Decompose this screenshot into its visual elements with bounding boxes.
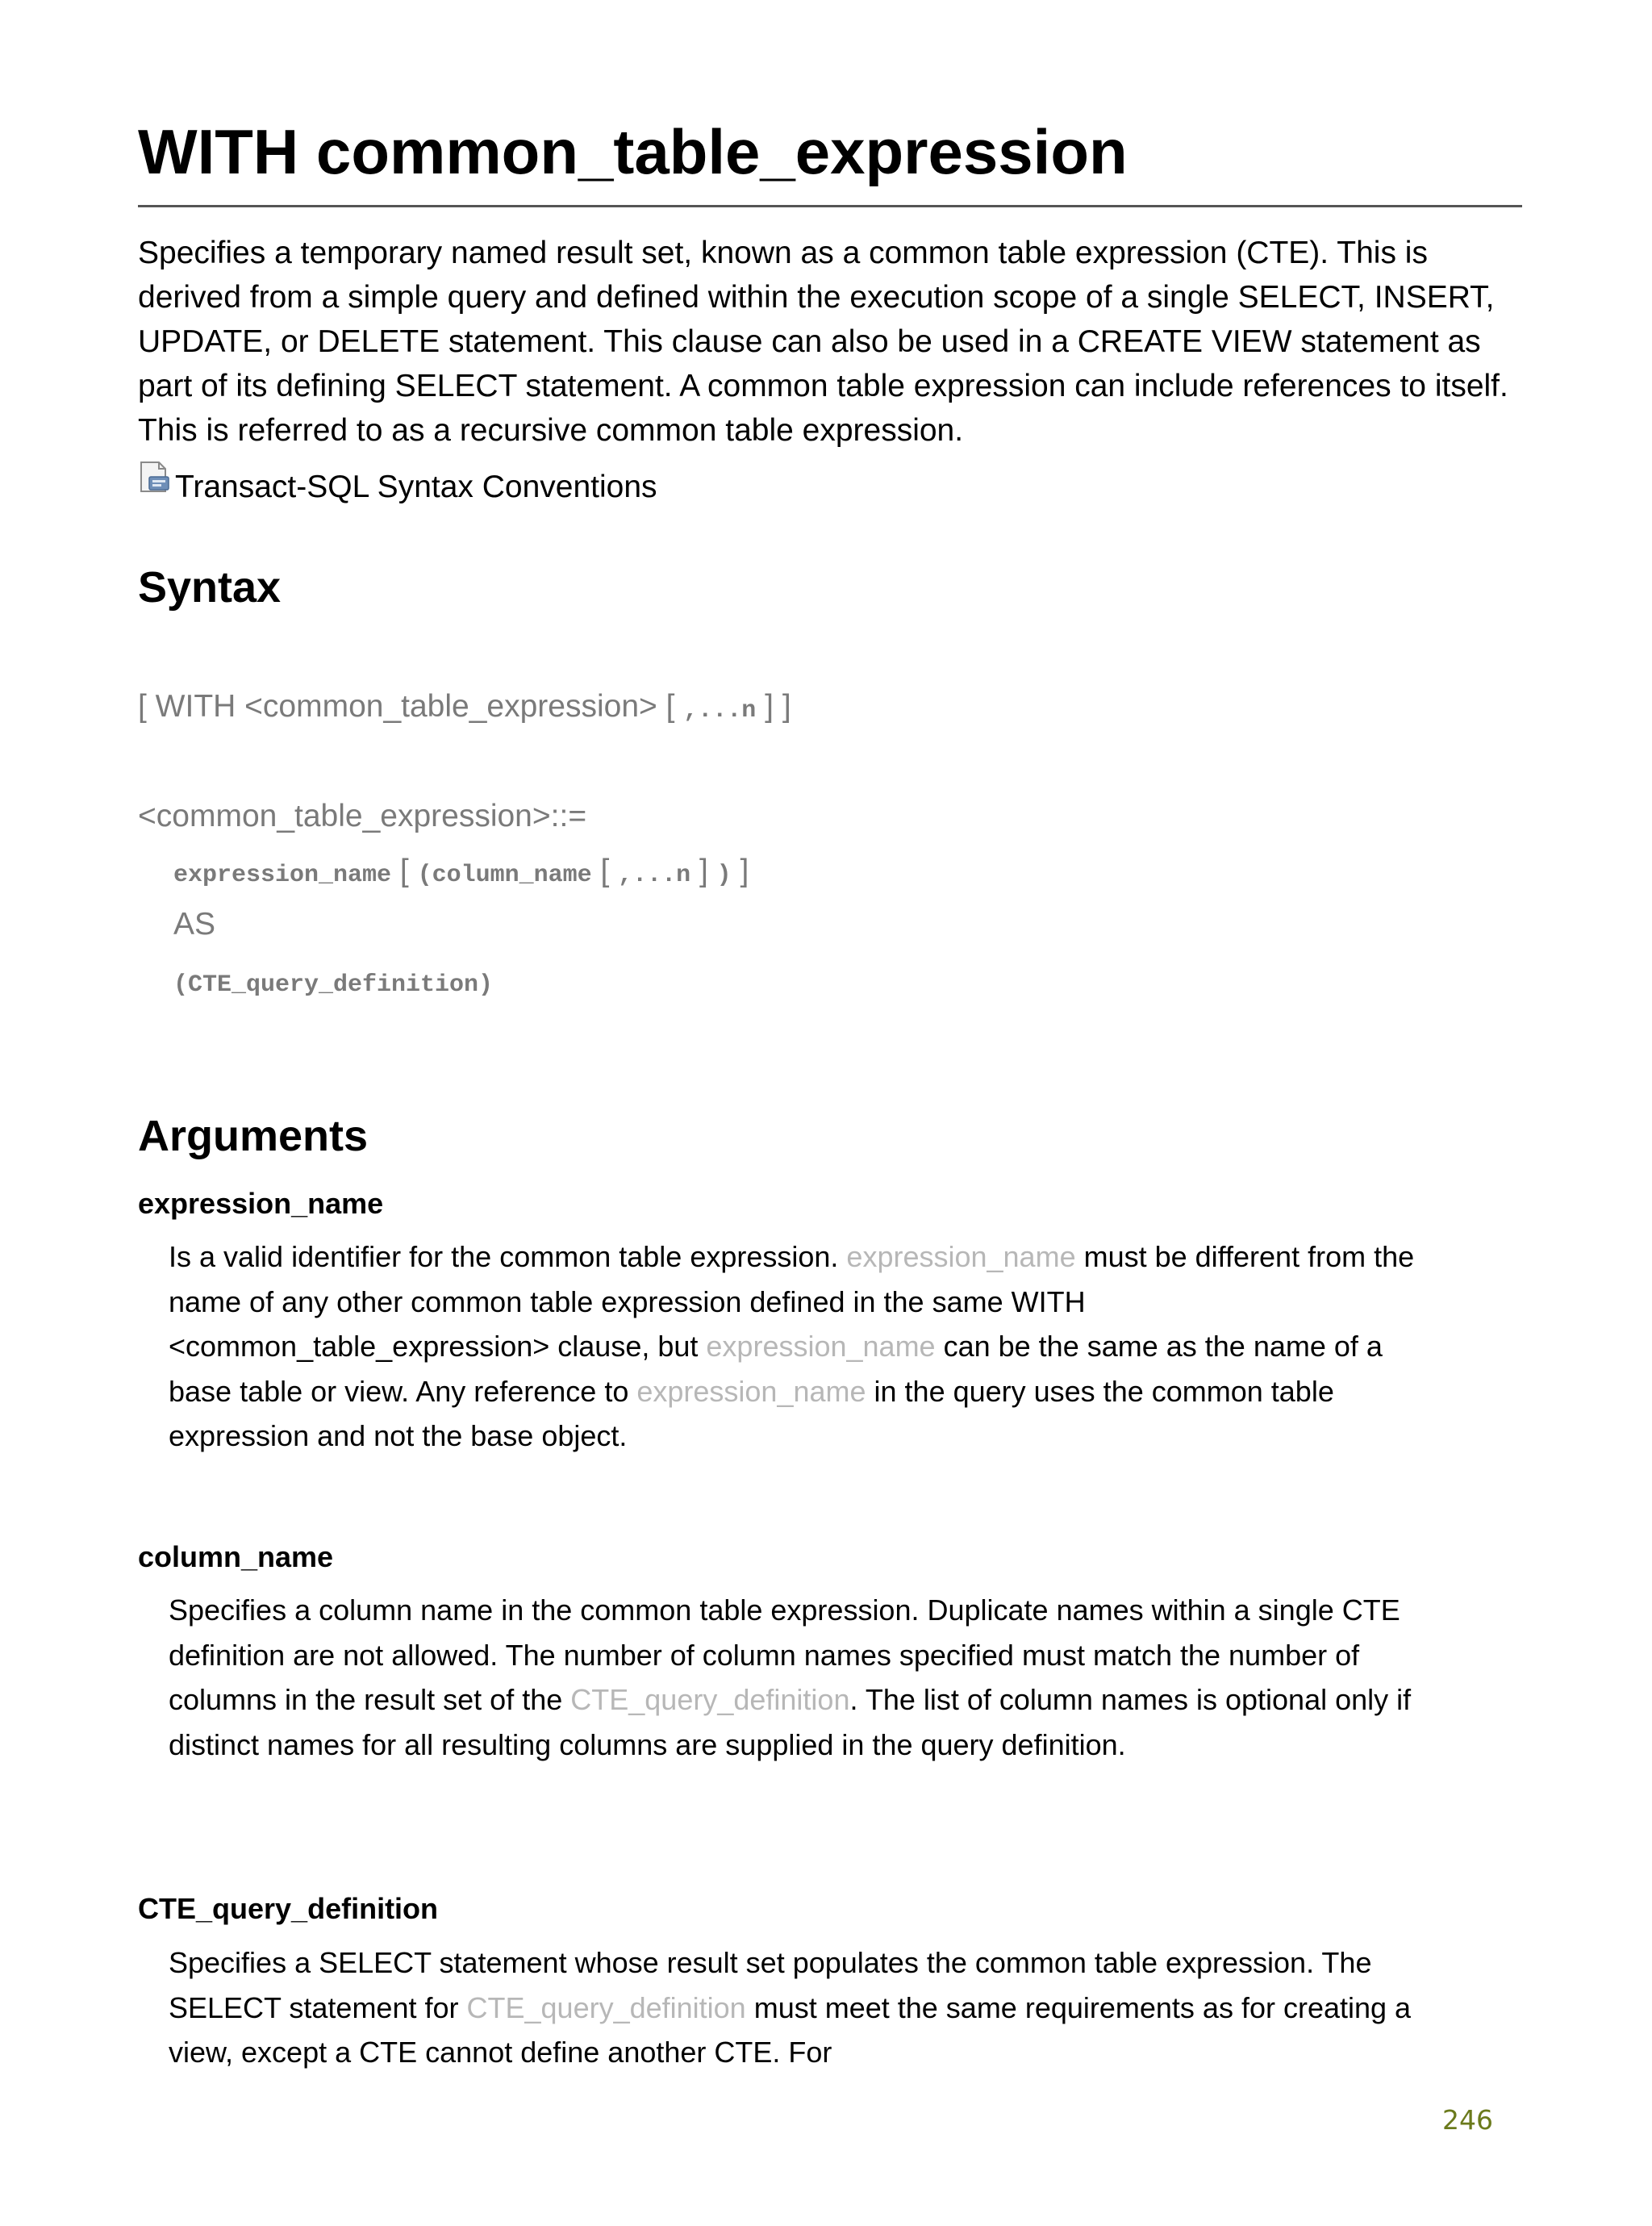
syntax-line-as: AS: [173, 907, 216, 942]
syntax-line-query-definition: (CTE_query_definition): [173, 971, 494, 999]
argument-description-column-name: Specifies a column name in the common table expression. Duplicate names within a single CTE definition are not allowed. The number of column names specified must match the number of columns in the result set of the CTE_query_definition. The list of column names is optional only if distinct names for all resulting columns are supplied in the query definition.: [169, 1593, 1412, 1761]
syntax-conventions-link[interactable]: [138, 462, 657, 511]
intro-paragraph: Specifies a temporary named result set, known as a common table expression (CTE). This is derived from a simple query and defined within the execution scope of a single SELECT, INSERT, UPDATE, or DELETE statement. This clause can also be used in a CREATE VIEW statement as part of its defining SELECT statement. A common table expression can include references to itself. This is referred to as a recursive common table expression.: [138, 236, 1508, 448]
page-number: 246: [1442, 2104, 1493, 2136]
syntax-line-with: [ WITH <common_table_expression> [ ,...n ] ]: [138, 689, 791, 725]
syntax-heading: Syntax: [138, 563, 282, 612]
title-divider: [138, 205, 1522, 207]
argument-term-cte-query-definition: CTE_query_definition: [138, 1892, 439, 1925]
argument-description-cte-query-definition: Specifies a SELECT statement whose result set populates the common table expression. The SELECT statement for CTE_query_definition must meet the same requirements as for creating a view, except a CTE cannot define another CTE. For: [169, 1946, 1412, 2069]
syntax-line-expression-name: expression_name [ (column_name [ ,...n ] ) ]: [173, 854, 749, 889]
arguments-heading: Arguments: [138, 1112, 369, 1160]
page-title: WITH common_table_expression: [138, 116, 1128, 187]
argument-term-column-name: column_name: [138, 1540, 334, 1573]
argument-term-expression-name: expression_name: [138, 1187, 384, 1220]
document-link-icon: [138, 459, 175, 496]
syntax-conventions-label[interactable]: Transact-SQL Syntax Conventions: [175, 469, 657, 504]
syntax-line-cte-definition: <common_table_expression>::=: [138, 799, 587, 833]
argument-description-expression-name: Is a valid identifier for the common table expression. expression_name must be different from the name of any other common table expression defined in the same WITH <common_table_expression> clause, but expression_name can be the same as the name of a base table or view. Any reference to expression_name in the query uses the common table expression and not the base object.: [169, 1240, 1415, 1452]
document-page: [138, 0, 1522, 2226]
